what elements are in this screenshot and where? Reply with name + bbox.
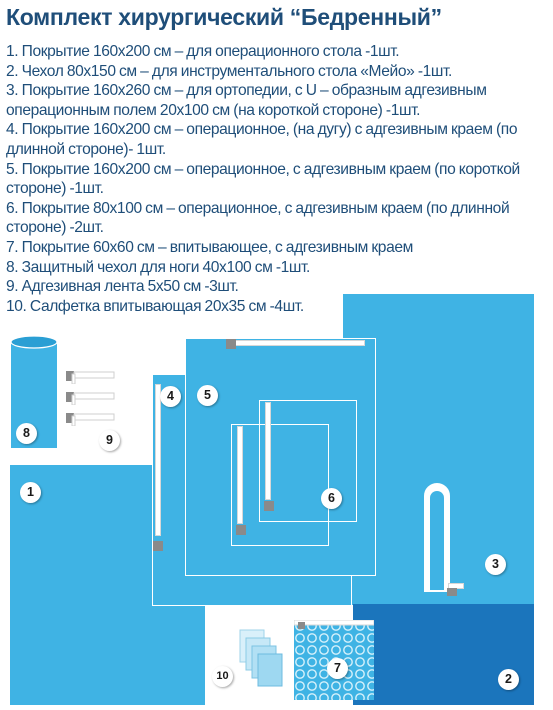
adhesive-tab — [236, 525, 246, 535]
adhesive-tape-1 — [66, 370, 116, 384]
list-item-7: 7. Покрытие 60х60 см – впитывающее, с адгезивным краем — [6, 238, 413, 256]
badge-item-7: 7 — [327, 658, 348, 679]
badge-item-3: 3 — [485, 554, 506, 575]
badge-item-2: 2 — [498, 669, 519, 690]
badge-item-4: 4 — [160, 386, 181, 407]
badge-item-10: 10 — [212, 666, 233, 687]
adhesive-strip — [156, 385, 160, 535]
drape-6-operating-cover-b — [259, 400, 357, 522]
u-shaped-field — [421, 474, 453, 594]
list-item-4: 4. Покрытие 160х200 см – операционное, (на дугу) с адгезивным краем (по длинной стороне)- 1шт. — [6, 121, 518, 158]
list-item-2: 2. Чехол 80х150 см – для инструментального стола «Мейо» -1шт. — [6, 62, 452, 80]
badge-item-9: 9 — [99, 430, 120, 451]
napkins-stack — [238, 628, 288, 692]
adhesive-strip — [238, 427, 242, 523]
badge-item-5: 5 — [197, 385, 218, 406]
list-item-1: 1. Покрытие 160х200 см – для операционного стола -1шт. — [6, 43, 400, 60]
badge-item-8: 8 — [16, 423, 37, 444]
list-item-5: 5. Покрытие 160х200 см – операционное, с адгезивным краем (по короткой стороне) -1шт. — [6, 160, 520, 198]
list-item-9: 9. Адгезивная лента 5х50 см -3шт. — [6, 278, 239, 296]
adhesive-tape-2 — [66, 391, 116, 405]
page-title: Комплект хирургический “Бедренный” — [6, 4, 442, 30]
adhesive-strip — [234, 341, 364, 345]
list-item-8: 8. Защитный чехол для ноги 40х100 см -1шт. — [6, 258, 310, 276]
list-item-10: 10. Салфетка впитывающая 20х35 см -4шт. — [6, 297, 304, 315]
badge-item-1: 1 — [20, 482, 41, 503]
adhesive-tab — [153, 541, 163, 551]
adhesive-strip — [266, 403, 270, 499]
list-item-6: 6. Покрытие 80х100 см – операционное, с адгезивным краем (по длинной стороне) -2шт. — [6, 199, 510, 237]
adhesive-tab — [447, 588, 457, 596]
adhesive-tab — [226, 339, 236, 349]
components-list — [6, 42, 551, 316]
adhesive-tape-3 — [66, 412, 116, 426]
adhesive-tab — [264, 501, 274, 511]
badge-item-6: 6 — [321, 488, 342, 509]
list-item-3: 3. Покрытие 160х260 см – для ортопедии, с U – образным адгезивным операционным полем 20х100 см (на короткой стороне) -1шт. — [6, 82, 487, 119]
